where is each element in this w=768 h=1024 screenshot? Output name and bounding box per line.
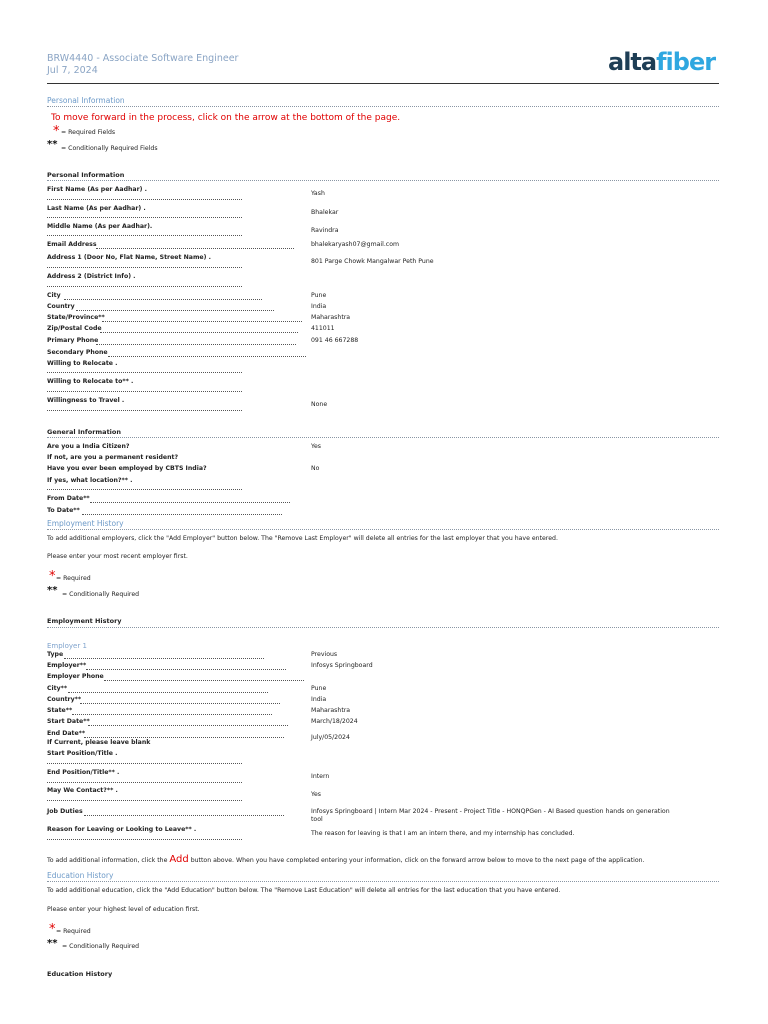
conditional-star-icon: ** [47,585,58,596]
field-label: End Position/Title** . [47,769,120,776]
field-value-continued: tool [311,816,323,823]
legend-required: = Required Fields [61,129,116,136]
field-value: Yash [311,190,325,197]
field-value: bhalekaryash07@gmail.com [311,241,400,248]
instruction-text: To move forward in the process, click on the arrow at the bottom of the page. [51,113,401,123]
field-label: Start Position/Title . [47,750,118,757]
field-label: Willing to Relocate to** . [47,378,134,385]
field-value: 091 46 667288 [311,337,359,344]
field-label: Secondary Phone [47,349,108,356]
field-label: If Current, please leave blank [47,739,151,746]
field-value: The reason for leaving is that I am an intern there, and my internship has concluded. [311,830,575,837]
field-value: Ravindra [311,227,339,234]
field-label: Email Address [47,241,97,248]
field-value: Pune [311,685,327,692]
field-value: 801 Parge Chowk Mangalwar Peth Pune [311,258,434,265]
field-label: Primary Phone [47,337,99,344]
field-label: Job Duties [47,808,83,815]
required-star-icon: * [49,569,56,584]
field-value: Intern [311,773,330,780]
required-star-icon: * [53,124,60,139]
field-label: End Date** [47,730,86,737]
field-value: None [311,401,328,408]
field-label: Start Date** [47,718,90,725]
altafiber-logo: altafiber [608,48,716,76]
field-value: Maharashtra [311,707,351,714]
field-value: Infosys Springboard | Intern Mar 2024 - Present - Project Title - HONQPGen - AI Based question hands on generation [311,808,670,815]
field-label: Zip/Postal Code [47,325,102,332]
field-value: India [311,303,327,310]
subtitle-general: General Information [47,428,121,436]
employer-title: Employer 1 [47,642,87,650]
field-value: Previous [311,651,338,658]
field-label: Country [47,303,75,310]
education-note: To add additional education, click the "Add Education" button below. The "Remove Last Education" will delete all entries for the last education that you have entered. [47,887,561,894]
employment-order-note: Please enter your most recent employer first. [47,553,188,560]
field-value: March/18/2024 [311,718,358,725]
field-label: Middle Name (As per Aadhar). [47,223,153,230]
subsection-divider [47,180,719,181]
field-value: July/05/2024 [311,734,350,741]
header-divider [47,83,719,84]
field-label: Are you a India Citizen? [47,443,130,450]
field-label: Address 2 (District Info) . [47,273,136,280]
field-value: Pune [311,292,327,299]
conditional-star-icon: ** [47,938,58,949]
legend-conditional: = Conditionally Required [62,943,140,950]
field-value: Yes [311,791,321,798]
field-label: Willing to Relocate . [47,360,118,367]
conditional-star-icon: ** [47,139,58,150]
field-label: Employer** [47,662,87,669]
field-label: Willingness to Travel . [47,397,125,404]
section-title-education: Education History [47,871,114,880]
legend-conditional: = Conditionally Required Fields [61,145,158,152]
field-label: Have you ever been employed by CBTS India? [47,465,207,472]
legend-required: = Required [56,928,91,935]
field-label: Reason for Leaving or Looking to Leave** . [47,826,197,833]
section-title-personal: Personal Information [47,96,125,105]
subtitle-personal: Personal Information [47,171,125,179]
legend-required: = Required [56,575,91,582]
field-label: Country** [47,696,82,703]
field-value: Bhalekar [311,209,339,216]
section-divider [47,106,719,107]
field-label: State** [47,707,73,714]
field-label: Type [47,651,64,658]
header-date: Jul 7, 2024 [47,65,98,76]
field-label: To Date** [47,507,80,514]
field-value: Maharashtra [311,314,351,321]
field-label: May We Contact?** . [47,787,118,794]
field-value: No [311,465,320,472]
education-order-note: Please enter your highest level of education first. [47,906,200,913]
add-info-note: To add additional information, click the Add button above. When you have completed entering your information, click on the forward arrow below to move to the next page of the application. [47,854,645,865]
subtitle-employment: Employment History [47,617,122,625]
field-label: If not, are you a permanent resident? [47,454,179,461]
subsection-divider [47,437,719,438]
field-value: India [311,696,327,703]
field-value: Yes [311,443,321,450]
field-label: City** [47,685,68,692]
field-label: Address 1 (Door No, Flat Name, Street Name) . [47,254,211,261]
job-title: BRW4440 - Associate Software Engineer [47,53,239,64]
field-value: 411011 [311,325,335,332]
field-value: Infosys Springboard [311,662,373,669]
section-divider [47,529,719,530]
required-star-icon: * [49,922,56,937]
section-divider [47,881,719,882]
field-label: If yes, what location?** . [47,477,133,484]
section-title-employment: Employment History [47,519,124,528]
field-label: From Date** [47,495,90,502]
field-label: Employer Phone [47,673,104,680]
add-link[interactable]: Add [169,854,189,865]
field-label: City [47,292,61,299]
field-label: Last Name (As per Aadhar) . [47,205,146,212]
legend-conditional: = Conditionally Required [62,591,140,598]
employment-note: To add additional employers, click the "Add Employer" button below. The "Remove Last Employer" will delete all entries for the last employer that you have entered. [47,535,558,542]
subtitle-education: Education History [47,970,113,978]
subsection-divider [47,627,719,628]
field-label: First Name (As per Aadhar) . [47,186,147,193]
field-label: State/Province** [47,314,105,321]
